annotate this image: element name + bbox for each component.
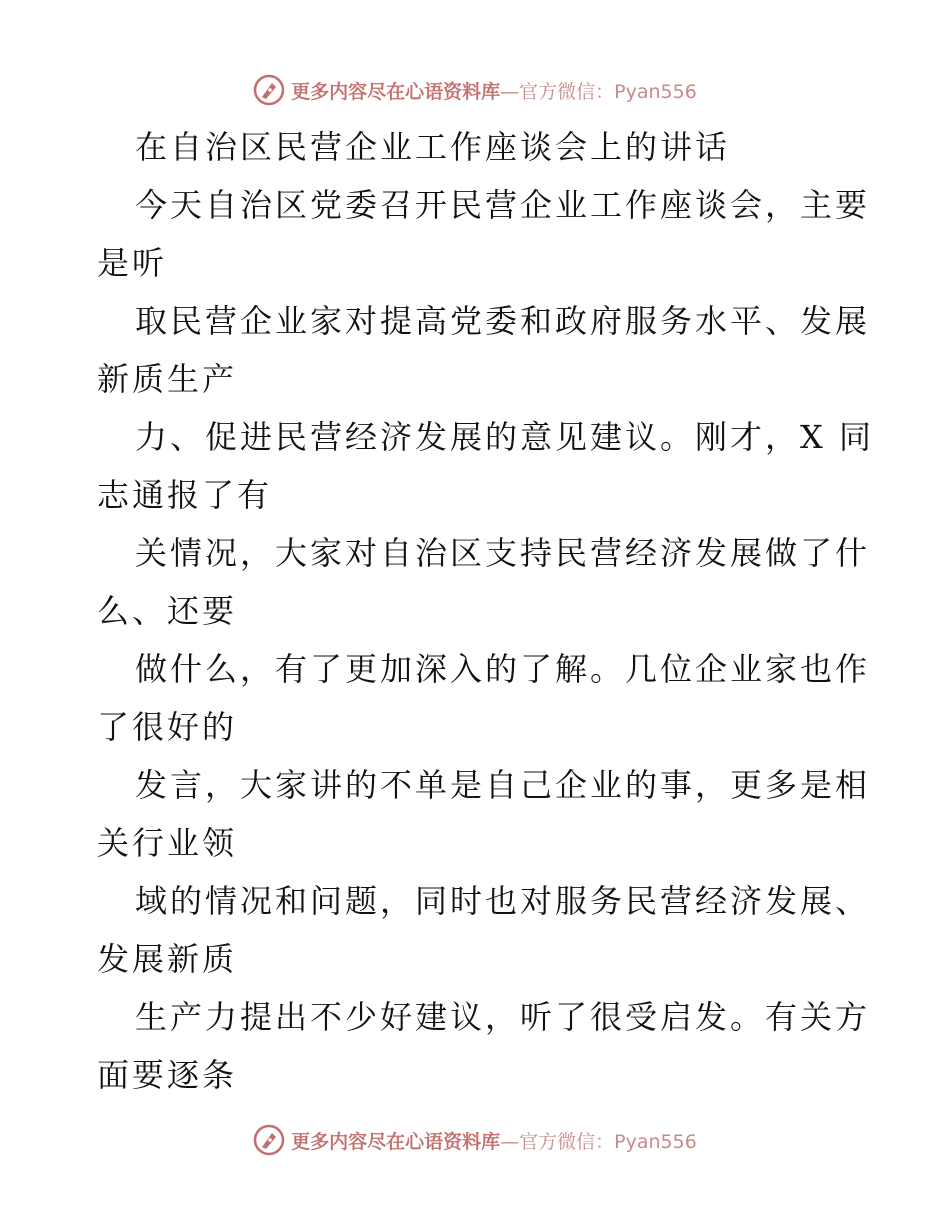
text-line: 志通报了有: [97, 476, 273, 514]
banner-suffix: —官方微信：Pyan556: [500, 80, 697, 103]
text-line: 生产力提出不少好建议，听了很受启发。有关方: [135, 998, 871, 1036]
footer-banner: [0, 1120, 950, 1160]
document-title: 在自治区民营企业工作座谈会上的讲话: [135, 128, 731, 166]
text-line: 关情况，大家对自治区支持民营经济发展做了什: [135, 534, 871, 572]
pen-nib-circle-icon: [253, 74, 285, 106]
banner-suffix: —官方微信：Pyan556: [500, 1130, 697, 1153]
text-line: 了很好的: [97, 708, 238, 746]
text-line: 力、促进民营经济发展的意见建议。刚才，X 同: [135, 418, 874, 456]
banner-prefix: 更多内容尽在心语资料库: [291, 80, 501, 103]
header-banner: [0, 70, 950, 110]
document-body: [97, 118, 874, 1104]
text-line: 么、还要: [97, 592, 238, 630]
text-line: 域的情况和问题，同时也对服务民营经济发展、: [135, 882, 871, 920]
text-line: 做什么，有了更加深入的了解。几位企业家也作: [135, 650, 871, 688]
text-line: 发展新质: [97, 940, 238, 978]
text-line: 新质生产: [97, 360, 238, 398]
text-line: 今天自治区党委召开民营企业工作座谈会，主要: [135, 186, 871, 224]
pen-nib-circle-icon: [253, 1124, 285, 1156]
text-line: 关行业领: [97, 824, 238, 862]
text-line: 取民营企业家对提高党委和政府服务水平、发展: [135, 302, 871, 340]
text-line: 发言，大家讲的不单是自己企业的事，更多是相: [135, 766, 871, 804]
text-line: 是听: [97, 244, 168, 282]
banner-prefix: 更多内容尽在心语资料库: [291, 1130, 501, 1153]
text-line: 面要逐条: [97, 1056, 238, 1094]
